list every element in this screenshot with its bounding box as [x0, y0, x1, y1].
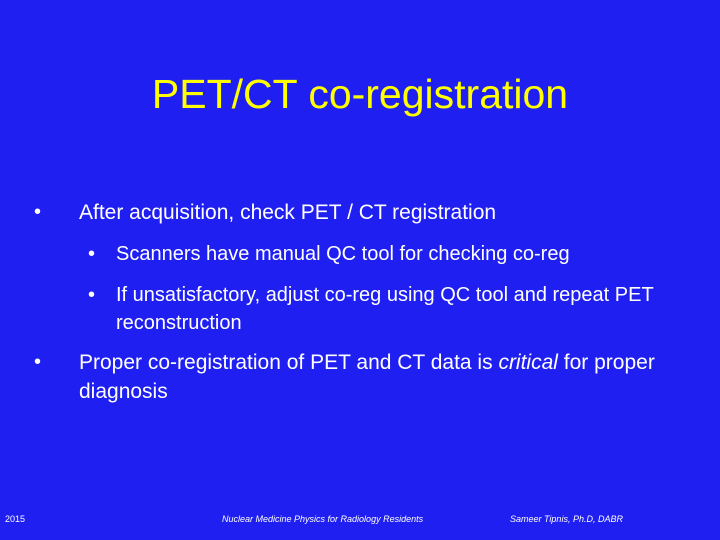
- footer-course: Nuclear Medicine Physics for Radiology Residents: [222, 514, 424, 524]
- sub-bullet-marker-2: •: [88, 284, 96, 306]
- bullet-marker-1: •: [34, 201, 42, 223]
- sub-bullet-marker-1: •: [88, 243, 96, 265]
- sub-bullet-text-1: Scanners have manual QC tool for checking co-reg: [116, 243, 570, 265]
- bullet-text-1: After acquisition, check PET / CT registration: [79, 201, 497, 224]
- slide-title: PET/CT co-registration: [151, 71, 569, 117]
- sub-bullet-text-2: If unsatisfactory, adjust co-reg using QC tool and repeat PET reconstruction: [116, 284, 654, 334]
- critical-emphasis: critical: [498, 351, 558, 374]
- bullet-text-2-before: Proper co-registration of PET and CT data is: [79, 351, 499, 374]
- bullet-text-2: [79, 348, 664, 406]
- bullet-marker-2: •: [34, 351, 42, 373]
- footer-year: 2015: [5, 514, 26, 524]
- footer-author: Sameer Tipnis, Ph.D, DABR: [510, 514, 623, 524]
- bullet-text-2-after: for proper diagnosis: [79, 351, 655, 403]
